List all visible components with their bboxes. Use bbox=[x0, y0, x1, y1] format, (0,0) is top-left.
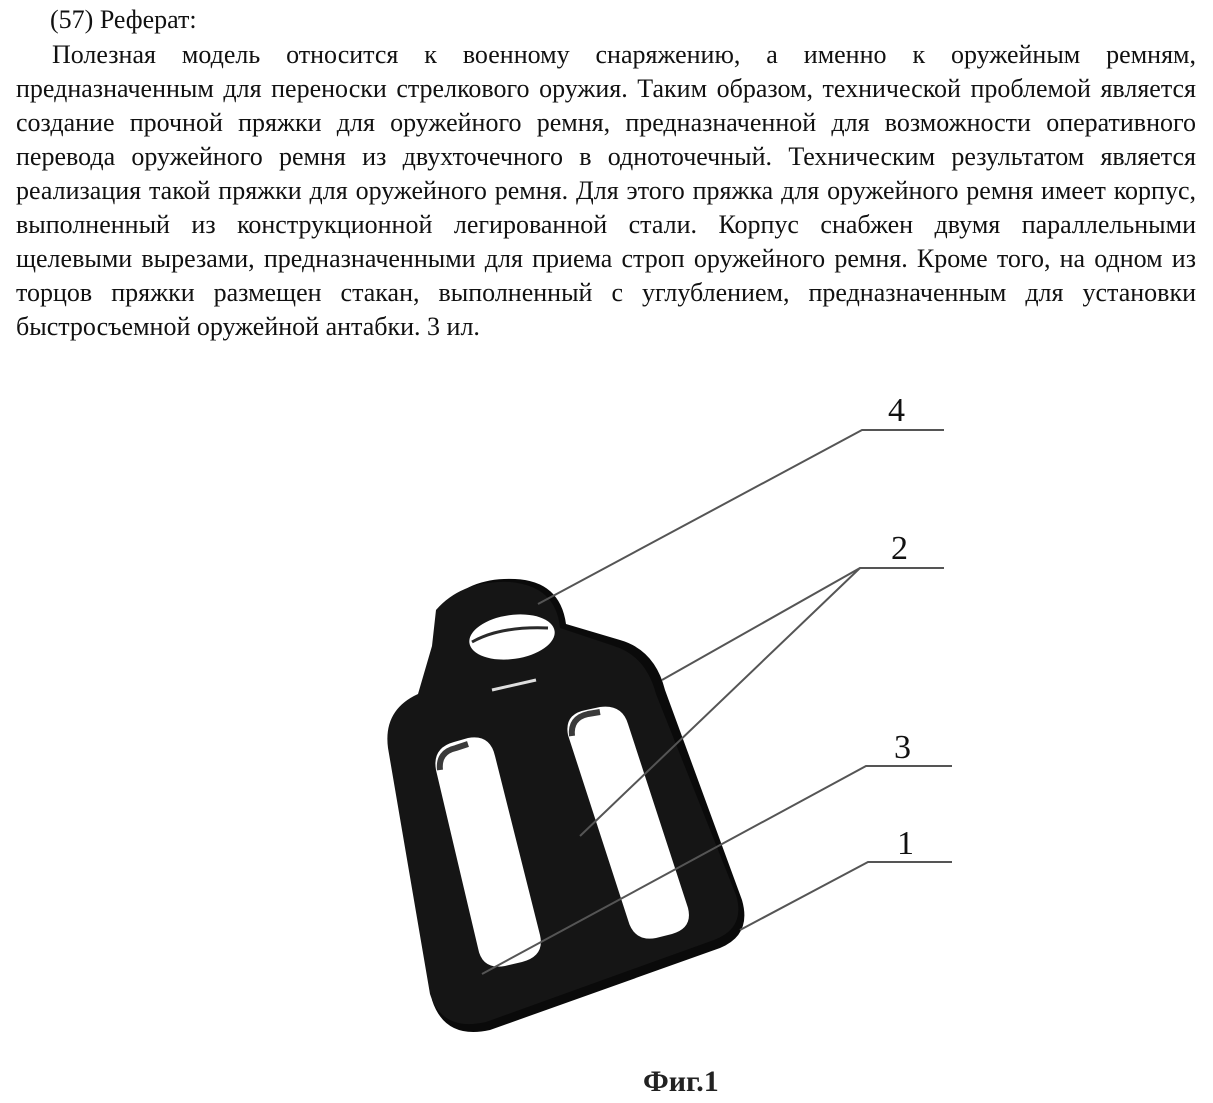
callout-label-2: 2 bbox=[891, 530, 908, 567]
leader-line-1 bbox=[740, 862, 952, 930]
abstract-heading: (57) Реферат: bbox=[50, 5, 197, 34]
buckle-drawing bbox=[387, 579, 744, 1032]
leader-line-2a bbox=[662, 568, 944, 680]
callout-label-3: 3 bbox=[894, 729, 911, 766]
callout-label-1: 1 bbox=[897, 825, 914, 862]
abstract-body: Полезная модель относится к военному снаряжению, а именно к оружейным ремням, предназначенным для переноски стрелкового оружия. Таким образом, технической проблемой является создание прочной пряжки для оружейного ремня, предназначенной для возможности оперативного перевода оружейного ремня из двухточечного в одноточечный. Техническим результатом является реализация такой пряжки для оружейного ремня. Для этого пряжка для оружейного ремня имеет корпус, выполненный из конструкционной легированной стали. Корпус снабжен двумя параллельными щелевыми вырезами, предназначенными для приема строп оружейного ремня. Кроме того, на одном из торцов пряжки размещен стакан, выполненный с углублением, предназначенным для установки быстросъемной оружейной антабки. 3 ил. bbox=[16, 40, 1196, 341]
callout-label-4: 4 bbox=[888, 392, 905, 429]
leader-line-4 bbox=[538, 430, 944, 604]
figure-caption: Фиг.1 bbox=[643, 1065, 719, 1098]
